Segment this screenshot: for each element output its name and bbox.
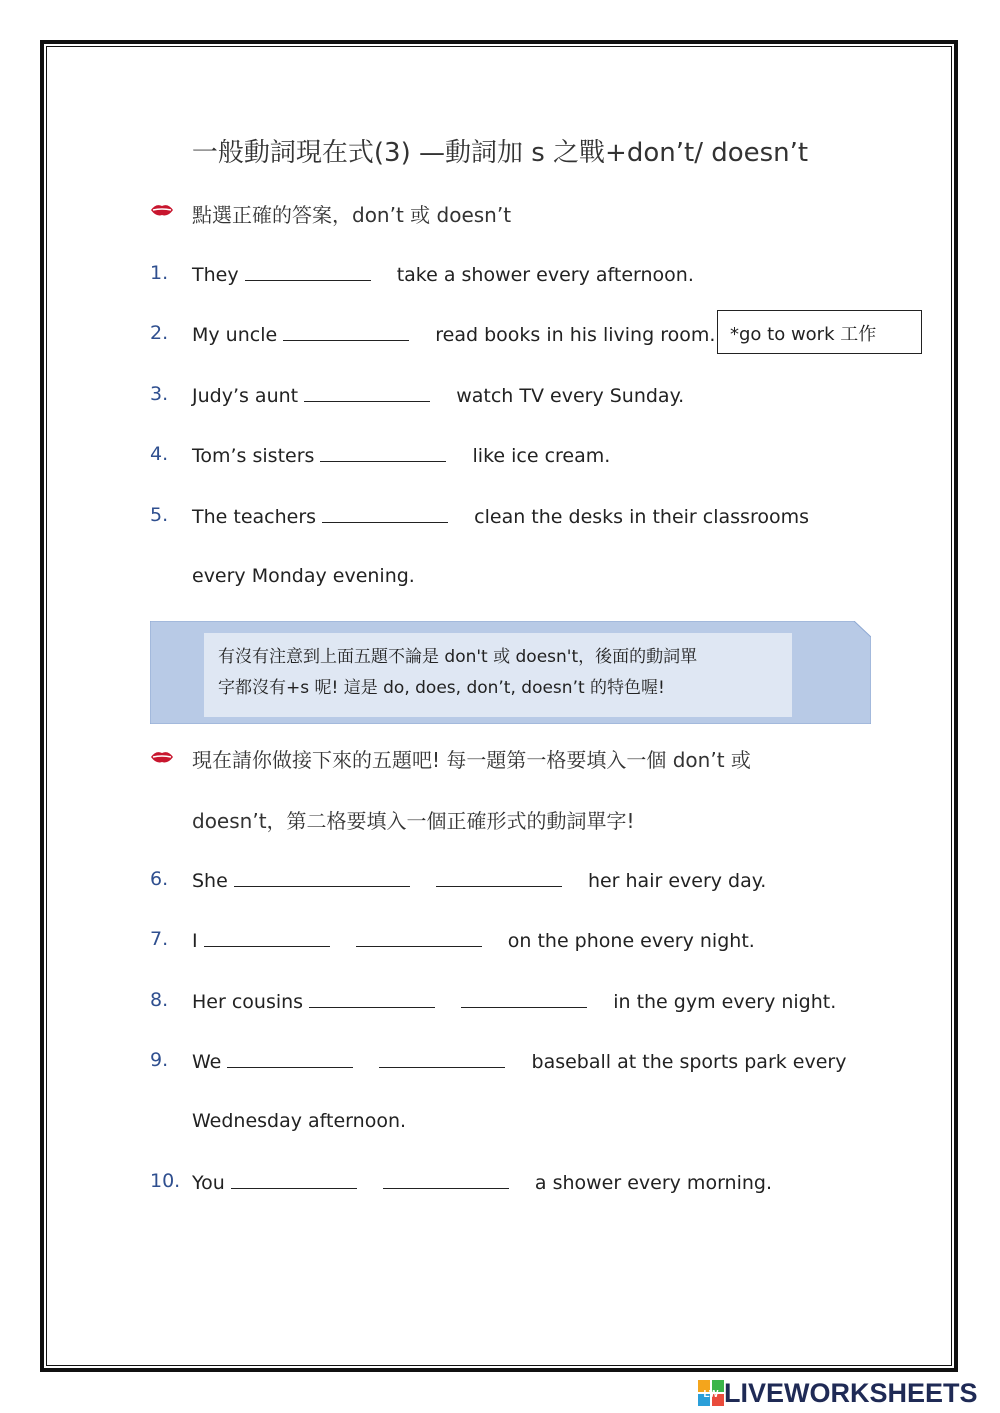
item-number: 2.: [150, 322, 169, 344]
answer-blank-5[interactable]: [322, 504, 448, 523]
section1-instruction: 點選正確的答案，don’t 或 doesn’t: [192, 203, 512, 227]
question-3: [192, 383, 684, 407]
answer-blank-7b[interactable]: [356, 928, 482, 947]
lips-icon: [150, 203, 174, 217]
question-rest: take a shower every afternoon.: [396, 264, 694, 286]
question-subject: You: [192, 1172, 225, 1194]
question-subject: They: [192, 264, 239, 286]
answer-blank-1[interactable]: [245, 262, 371, 281]
answer-blank-8a[interactable]: [309, 989, 435, 1008]
answer-blank-9a[interactable]: [227, 1049, 353, 1068]
question-subject: We: [192, 1051, 222, 1073]
question-10: [192, 1170, 772, 1194]
item-number: 8.: [150, 989, 169, 1011]
question-subject: The teachers: [192, 506, 317, 528]
question-rest: like ice cream.: [472, 445, 611, 467]
question-rest: clean the desks in their classrooms: [474, 506, 809, 528]
logo-badge-icon: [698, 1380, 724, 1406]
item-number: 5.: [150, 504, 169, 526]
item-number: 7.: [150, 928, 169, 950]
answer-blank-4[interactable]: [320, 443, 446, 462]
question-9-continued: Wednesday afternoon.: [192, 1110, 407, 1132]
question-6: [192, 868, 766, 892]
question-rest: watch TV every Sunday.: [456, 385, 685, 407]
item-number: 1.: [150, 262, 169, 284]
answer-blank-7a[interactable]: [204, 928, 330, 947]
svg-text:LW: LW: [703, 1389, 719, 1400]
worksheet-title: 一般動詞現在式(3) —動詞加 s 之戰+don’t/ doesn’t: [191, 138, 809, 168]
tip-line-1: 有沒有注意到上面五題不論是 don't 或 doesn't，後面的動詞單: [218, 647, 698, 667]
answer-blank-3[interactable]: [304, 383, 430, 402]
question-1: [192, 262, 694, 286]
question-subject: I: [192, 930, 198, 952]
liveworksheets-logo[interactable]: [698, 1378, 978, 1408]
question-rest: her hair every day.: [587, 870, 767, 892]
question-8: [192, 989, 836, 1013]
item-number: 3.: [150, 383, 169, 405]
answer-blank-9b[interactable]: [379, 1049, 505, 1068]
answer-blank-8b[interactable]: [461, 989, 587, 1008]
item-number: 10.: [150, 1170, 181, 1192]
question-rest: a shower every morning.: [534, 1172, 773, 1194]
tip-line-2: 字都沒有+s 呢! 這是 do, does, don’t, doesn’t 的特色喔!: [218, 678, 665, 698]
question-5: [192, 504, 809, 528]
question-subject: Judy’s aunt: [192, 385, 299, 407]
question-subject: Her cousins: [192, 991, 304, 1013]
question-subject: My uncle: [192, 324, 278, 346]
vocab-note-box: *go to work 工作: [717, 310, 922, 354]
section2-instruction-line1: 現在請你做接下來的五題吧! 每一題第一格要填入一個 don’t 或: [192, 748, 751, 772]
question-rest: baseball at the sports park every: [531, 1051, 847, 1073]
question-9: [192, 1049, 846, 1073]
question-7: [192, 928, 755, 952]
item-number: 6.: [150, 868, 169, 890]
question-subject: Tom’s sisters: [192, 445, 315, 467]
question-5-continued: every Monday evening.: [192, 565, 415, 587]
answer-blank-10b[interactable]: [383, 1170, 509, 1189]
item-number: 4.: [150, 443, 169, 465]
question-rest: on the phone every night.: [507, 930, 755, 952]
question-rest: in the gym every night.: [613, 991, 837, 1013]
tip-banner-text: [204, 633, 792, 717]
lips-icon: [150, 750, 174, 764]
question-rest: read books in his living room.: [435, 324, 716, 346]
answer-blank-6a[interactable]: [234, 868, 410, 887]
answer-blank-10a[interactable]: [231, 1170, 357, 1189]
logo-text: LIVEWORKSHEETS: [724, 1377, 978, 1408]
question-4: [192, 443, 610, 467]
answer-blank-6b[interactable]: [436, 868, 562, 887]
question-subject: She: [192, 870, 228, 892]
question-2: [192, 322, 715, 346]
item-number: 9.: [150, 1049, 169, 1071]
section2-instruction-line2: doesn’t，第二格要填入一個正確形式的動詞單字!: [192, 809, 635, 833]
answer-blank-2[interactable]: [283, 322, 409, 341]
